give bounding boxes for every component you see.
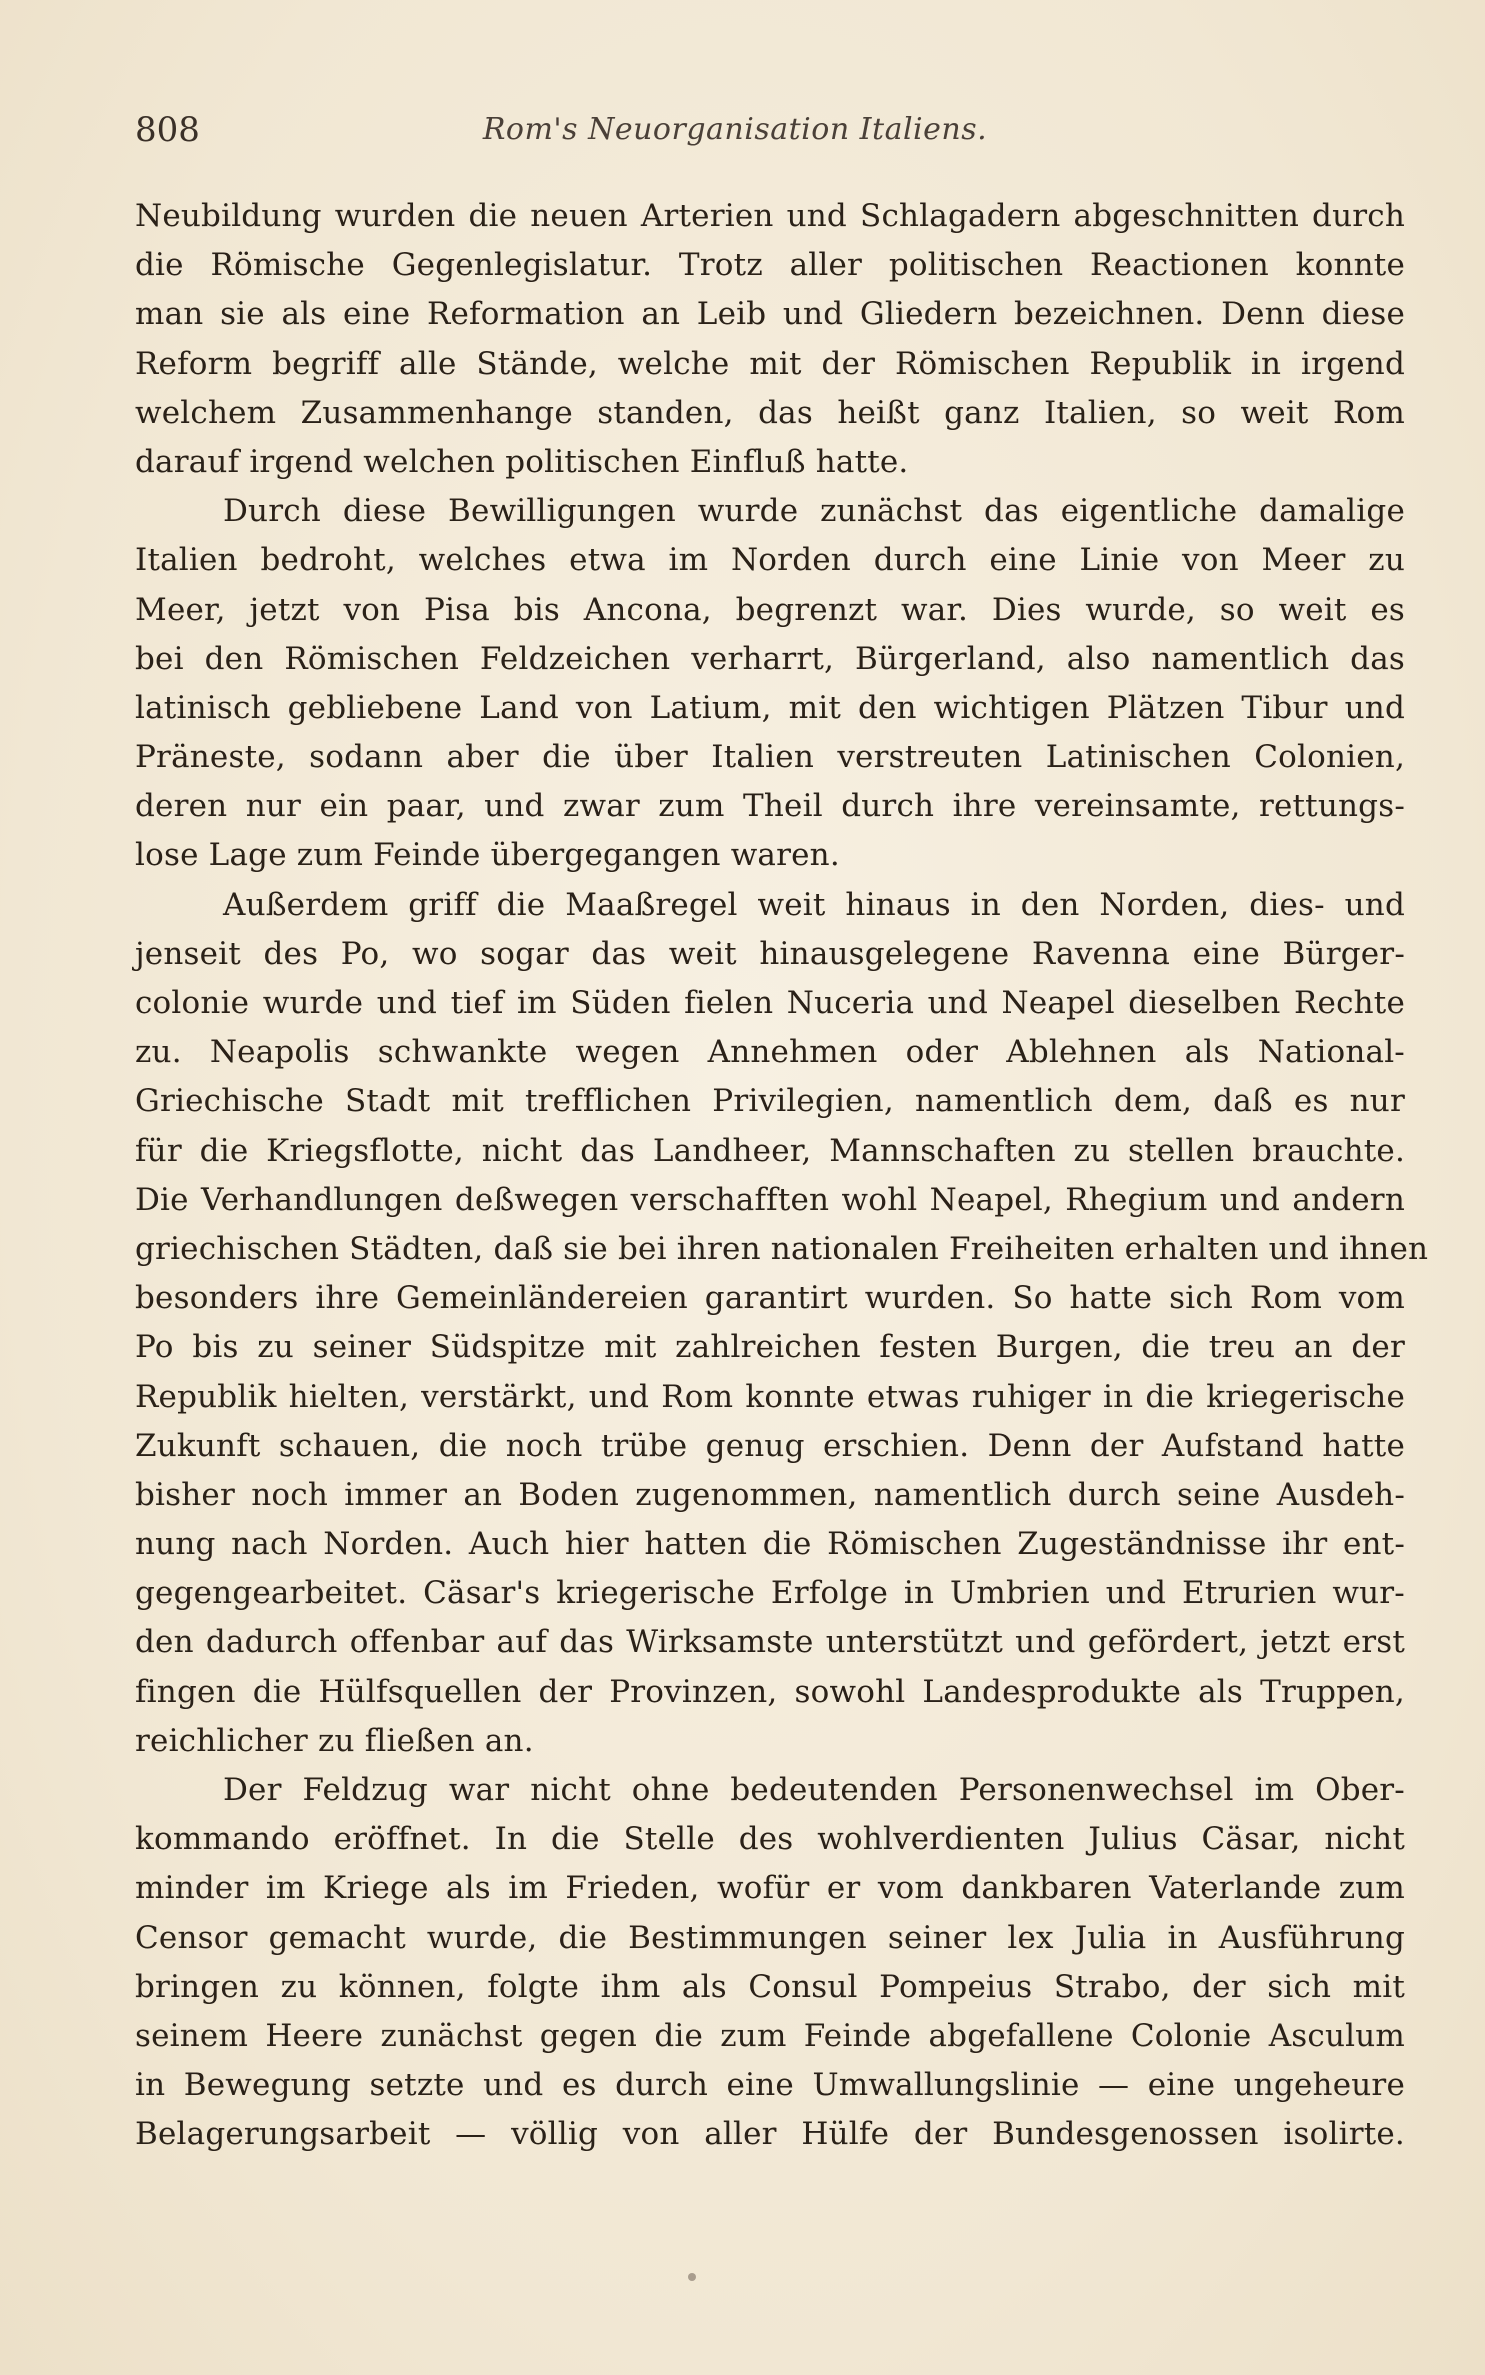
text-line: man sie als eine Reformation an Leib und Gliedern bezeichnen. Denn diese bbox=[135, 296, 1405, 333]
text-line: nung nach Norden. Auch hier hatten die Römischen Zugeständnisse ihr ent- bbox=[135, 1526, 1405, 1563]
text-line: fingen die Hülfsquellen der Provinzen, sowohl Landesprodukte als Truppen, bbox=[135, 1673, 1405, 1710]
text-line: Italien bedroht, welches etwa im Norden durch eine Linie von Meer zu bbox=[135, 542, 1405, 579]
paragraph-4 bbox=[135, 1766, 1405, 2160]
text-line: Die Verhandlungen deßwegen verschafften wohl Neapel, Rhegium und andern bbox=[135, 1181, 1405, 1218]
body-text bbox=[135, 192, 1429, 2160]
text-line: Belagerungsarbeit — völlig von aller Hülfe der Bundesgenossen isolirte. bbox=[135, 2116, 1405, 2153]
text-line: besonders ihre Gemeinländereien garantirt wurden. So hatte sich Rom vom bbox=[135, 1280, 1405, 1317]
text-line: Po bis zu seiner Südspitze mit zahlreichen festen Burgen, die treu an der bbox=[135, 1329, 1405, 1366]
text-line: den dadurch offenbar auf das Wirksamste unterstützt und gefördert, jetzt erst bbox=[135, 1624, 1405, 1661]
text-line: seinem Heere zunächst gegen die zum Feinde abgefallene Colonie Asculum bbox=[135, 2017, 1405, 2054]
text-line: die Römische Gegenlegislatur. Trotz aller politischen Reactionen konnte bbox=[135, 247, 1405, 284]
text-line: Der Feldzug war nicht ohne bedeutenden Personenwechsel im Ober- bbox=[223, 1772, 1405, 1808]
text-line: lose Lage zum Feinde übergegangen waren. bbox=[135, 837, 840, 874]
text-line: welchem Zusammenhange standen, das heißt ganz Italien, so weit Rom bbox=[135, 394, 1405, 431]
text-line: für die Kriegsflotte, nicht das Landheer, Mannschaften zu stellen brauchte. bbox=[135, 1132, 1405, 1169]
running-head: Rom's Neuorganisation Italiens. bbox=[482, 112, 988, 147]
text-line: Meer, jetzt von Pisa bis Ancona, begrenzt war. Dies wurde, so weit es bbox=[135, 591, 1405, 628]
text-line: Außerdem griff die Maaßregel weit hinaus in den Norden, dies- und bbox=[223, 886, 1405, 923]
text-line: minder im Kriege als im Frieden, wofür er vom dankbaren Vaterlande zum bbox=[135, 1870, 1405, 1907]
paragraph-1 bbox=[135, 192, 1405, 487]
page-number: 808 bbox=[135, 110, 200, 150]
text-line: darauf irgend welchen politischen Einfluß hatte. bbox=[135, 443, 909, 480]
text-line: Griechische Stadt mit trefflichen Privilegien, namentlich dem, daß es nur bbox=[135, 1083, 1405, 1120]
text-line: Durch diese Bewilligungen wurde zunächst das eigentliche damalige bbox=[223, 493, 1405, 530]
text-line: gegengearbeitet. Cäsar's kriegerische Erfolge in Umbrien und Etrurien wur- bbox=[135, 1575, 1405, 1612]
text-line: bisher noch immer an Boden zugenommen, namentlich durch seine Ausdeh- bbox=[135, 1476, 1405, 1513]
text-line: Zukunft schauen, die noch trübe genug erschien. Denn der Aufstand hatte bbox=[135, 1427, 1405, 1464]
text-line: zu. Neapolis schwankte wegen Annehmen oder Ablehnen als National- bbox=[135, 1034, 1405, 1071]
text-line: Reform begriff alle Stände, welche mit der Römischen Republik in irgend bbox=[135, 345, 1405, 382]
text-line: in Bewegung setzte und es durch eine Umwallungslinie — eine ungeheure bbox=[135, 2067, 1405, 2104]
text-line: jenseit des Po, wo sogar das weit hinausgelegene Ravenna eine Bürger- bbox=[135, 935, 1405, 972]
paragraph-3 bbox=[135, 881, 1429, 1766]
text-line: deren nur ein paar, und zwar zum Theil durch ihre vereinsamte, rettungs- bbox=[135, 788, 1405, 825]
text-line: Präneste, sodann aber die über Italien verstreuten Latinischen Colonien, bbox=[135, 739, 1405, 776]
page-header bbox=[135, 105, 1335, 155]
page-dot-mark bbox=[688, 2273, 696, 2281]
text-line: reichlicher zu fließen an. bbox=[135, 1722, 534, 1759]
paragraph-2 bbox=[135, 487, 1405, 881]
text-line: Neubildung wurden die neuen Arterien und Schlagadern abgeschnitten durch bbox=[135, 198, 1405, 234]
text-line: griechischen Städten, daß sie bei ihren nationalen Freiheiten erhalten und ihnen bbox=[135, 1230, 1429, 1267]
text-line: latinisch gebliebene Land von Latium, mit den wichtigen Plätzen Tibur und bbox=[135, 689, 1405, 726]
text-line: colonie wurde und tief im Süden fielen Nuceria und Neapel dieselben Rechte bbox=[135, 985, 1405, 1021]
text-line: bei den Römischen Feldzeichen verharrt, Bürgerland, also namentlich das bbox=[135, 640, 1405, 677]
text-line: Republik hielten, verstärkt, und Rom konnte etwas ruhiger in die kriegerische bbox=[135, 1378, 1405, 1415]
text-line: kommando eröffnet. In die Stelle des wohlverdienten Julius Cäsar, nicht bbox=[135, 1821, 1405, 1858]
text-line: bringen zu können, folgte ihm als Consul Pompeius Strabo, der sich mit bbox=[135, 1968, 1405, 2005]
text-line: Censor gemacht wurde, die Bestimmungen seiner lex Julia in Ausführung bbox=[135, 1919, 1405, 1956]
